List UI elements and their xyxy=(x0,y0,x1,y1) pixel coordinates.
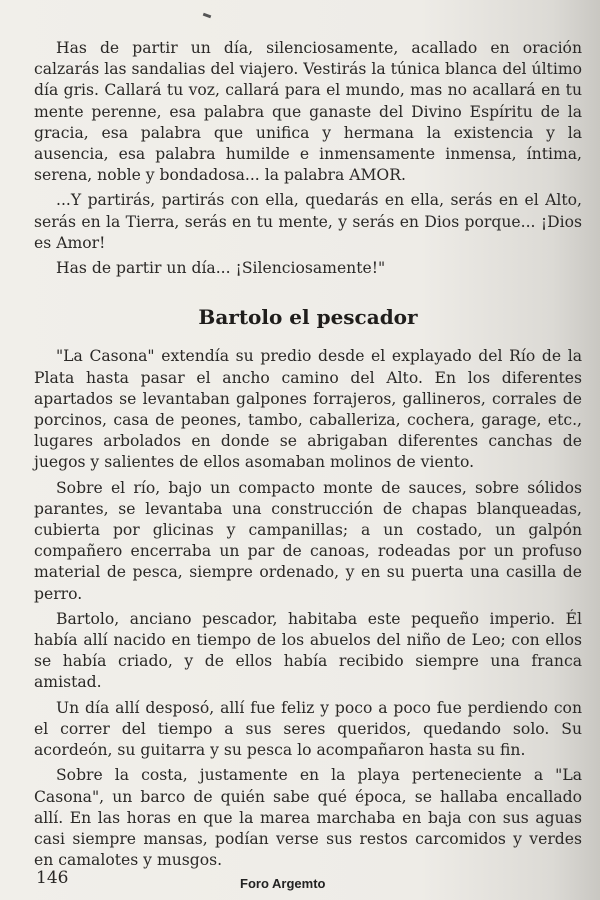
paragraph: Bartolo, anciano pescador, habitaba este pequeño imperio. Él había allí nacido en tiempo de los abuelos del niño de Leo; con ellos se había criado, y de ellos había recibido siempre una franca amistad. xyxy=(34,609,582,692)
paragraph: Has de partir un día, silenciosamente, acallado en oración calzarás las sandalias del viajero. Vestirás la túnica blanca del último día gris. Callará tu voz, callará para el mundo, mas no acallará en tu mente perenne, esa palabra que ganaste del Divino Espíritu de la gracia, esa palabra que unifica y hermana la existencia y la ausencia, esa palabra humilde e inmensamente inmensa, íntima, serena, noble y bondadosa... la palabra AMOR. xyxy=(34,39,582,185)
paragraph: ...Y partirás, partirás con ella, quedarás en ella, serás en el Alto, serás en la Tierra, serás en tu mente, y serás en Dios porque... ¡Dios es Amor! xyxy=(34,191,582,252)
paragraph: "La Casona" extendía su predio desde el explayado del Río de la Plata hasta pasar el ancho camino del Alto. En los diferentes apartados se levantaban galpones forrajeros, gallineros, corrales de porcinos, casa de peones, tambo, caballeriza, cochera, garage, etc., lugares arbolados en donde se abrigaban diferentes canchas de juegos y salientes de ellos asomaban molinos de viento. xyxy=(34,347,582,472)
paragraph: Has de partir un día... ¡Silenciosamente!" xyxy=(56,259,386,278)
paragraph: Sobre el río, bajo un compacto monte de sauces, sobre sólidos parantes, se levantaba una construcción de chapas blanqueadas, cubierta por glicinas y campanillas; a un costado, un galpón compañero encerraba un par de canoas, rodeadas por un profuso material de pesca, siempre ordenado, y en su puerta una casilla de perro. xyxy=(34,478,582,603)
page-number: 146 xyxy=(36,868,69,888)
section-title: Bartolo el pescador xyxy=(198,305,418,330)
print-mark xyxy=(203,13,212,19)
page-body xyxy=(34,38,582,875)
paragraph: Un día allí desposó, allí fue feliz y poco a poco fue perdiendo con el correr del tiempo a sus seres queridos, quedando solo. Su acordeón, su guitarra y su pesca lo acompañaron hasta su fin. xyxy=(34,698,582,760)
watermark-text: Foro Argemto xyxy=(240,876,326,891)
paragraph: Sobre la costa, justamente en la playa perteneciente a "La Casona", un barco de quién sabe qué época, se hallaba encallado allí. En las horas en que la marea marchaba en baja con sus aguas casi siempre mansas, podían verse sus restos carcomidos y verdes en camalotes y musgos. xyxy=(34,766,582,870)
